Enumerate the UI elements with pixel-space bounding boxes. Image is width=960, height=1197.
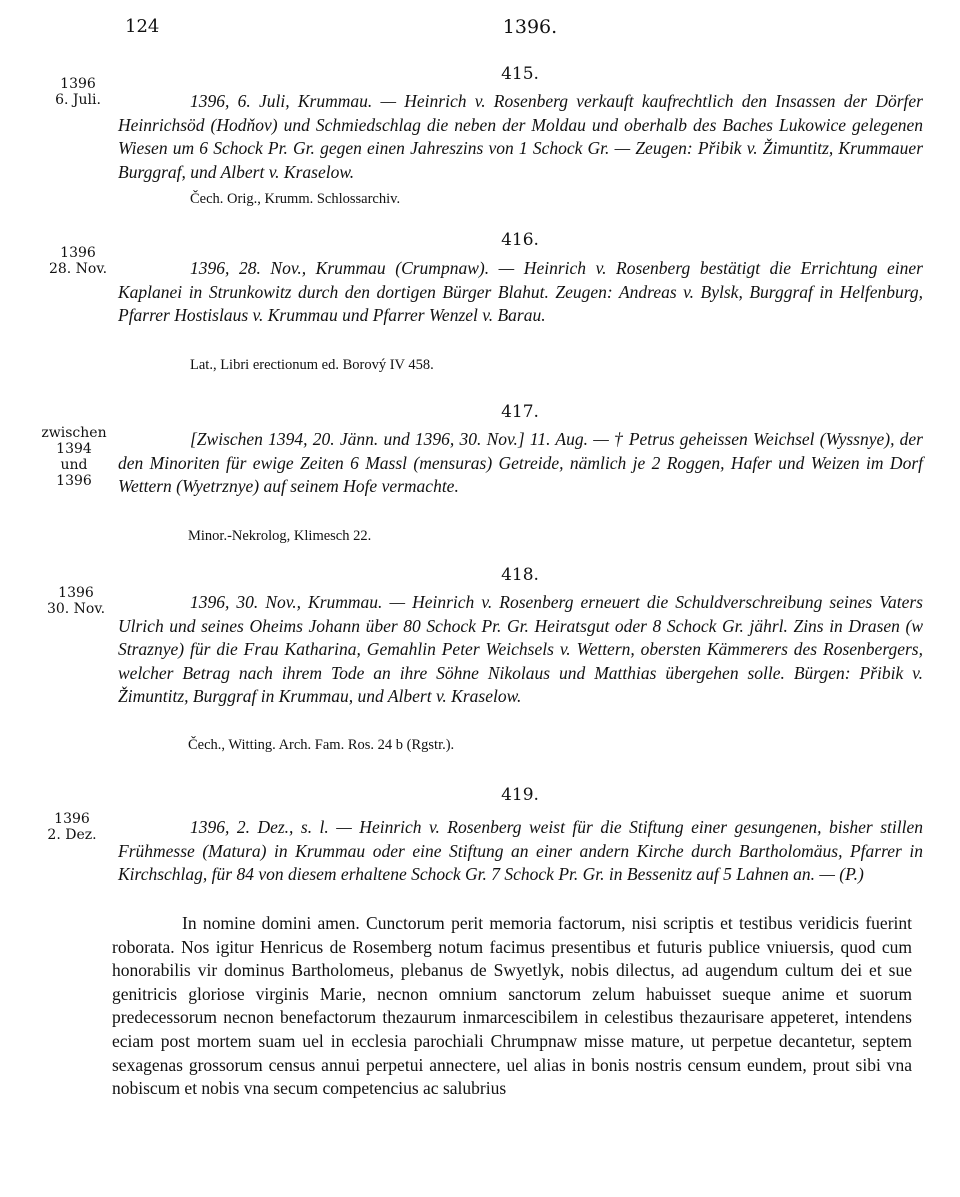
entry-416-margin-date [38,245,118,277]
running-head-year: 1396. [502,16,558,38]
page-number: 124 [125,16,160,37]
margin-day: 6. Juli. [55,92,101,108]
entry-419-number: 419. [501,785,539,805]
entry-415-regest: 1396, 6. Juli, Krummau. — Heinrich v. Rosenberg verkauft kaufrechtlich den Insassen der Dörfer Heinrichsöd (Hodňov) und Schmiedschlag die neben der Moldau und oberhalb des Baches Lukowice gelegenen Wiesen um 6 Schock Pr. Gr. gegen einen Jahreszins von 1 Schock Gr. — Zeugen: Přibik v. Žimuntitz, Krummauer Burggraf, und Albert v. Kraselow. [118,91,923,182]
margin-year: 1396 [60,245,96,261]
margin-day: 30. Nov. [46,601,106,617]
entry-416-number: 416. [501,230,539,250]
entry-416-source: Lat., Libri erectionum ed. Borový IV 458. [190,357,434,373]
entry-415-source: Čech. Orig., Krumm. Schlossarchiv. [190,191,401,207]
margin-day: 2. Dez. [47,827,97,843]
margin-day: 28. Nov. [48,261,108,277]
entry-418-source: Čech., Witting. Arch. Fam. Ros. 24 b (Rgstr.). [188,737,455,753]
entry-418-margin-date [36,585,116,617]
entry-417-margin-date [34,425,114,489]
entry-418-regest: 1396, 30. Nov., Krummau. — Heinrich v. Rosenberg erneuert die Schuldverschreibung seines Vaters Ulrich und seines Oheims Johann über 80 Schock Pr. Gr. Heiratsgut oder 8 Schock Gr. jährl. Zins in Drasen (w Straznye) für die Frau Katharina, Gemahlin Peter Weichsels v. Wettern, obersten Kämmerers des Rosenbergers, welcher Betrag nach ihrem Tode an ihre Söhne Nikolaus und Matthias übergehen solle. Bürgen: Přibik v. Žimuntitz, Burggraf in Krummau, und Albert v. Kraselow. [118,592,923,706]
entry-415-margin-date [38,76,118,108]
margin-line: 1396 [56,473,92,489]
entry-415-number: 415. [501,64,539,84]
entry-419-regest: 1396, 2. Dez., s. l. — Heinrich v. Rosenberg weist für die Stiftung einer gesungenen, bisher stillen Frühmesse (Matura) in Krummau oder eine Stiftung an einer andern Kirche durch Bartholomäus, Pfarrer in Kirchschlag, für 84 von diesem erhaltene Schock Gr. 7 Schock Pr. Gr. in Bessenitz auf 5 Lahnen an. — (P.) [118,817,923,884]
entry-417-regest: [Zwischen 1394, 20. Jänn. und 1396, 30. Nov.] 11. Aug. — † Petrus geheissen Weichsel (Wyssnye), der den Minoriten für ewige Zeiten 6 Massl (mensuras) Getreide, nämlich je 2 Roggen, Hafer und Weizen im Dorf Wettern (Wyetrznye) auf seinem Hofe vermachte. [118,429,923,496]
margin-line: 1394 [56,441,92,457]
entry-416-regest: 1396, 28. Nov., Krummau (Crumpnaw). — Heinrich v. Rosenberg bestätigt die Errichtung einer Kaplanei in Strunkowitz durch den dortigen Bürger Blahut. Zeugen: Andreas v. Bylsk, Burggraf in Helfenburg, Pfarrer Hostislaus v. Krummau und Pfarrer Wenzel v. Barau. [118,258,923,325]
entry-417-number: 417. [501,402,539,422]
entry-419-margin-date [32,811,112,843]
entry-418-number: 418. [501,565,539,585]
entry-417-source: Minor.-Nekrolog, Klimesch 22. [188,528,372,544]
margin-year: 1396 [58,585,94,601]
margin-line: zwischen [41,425,107,441]
margin-line: und [60,457,88,473]
margin-year: 1396 [54,811,90,827]
entry-419-latin-text: In nomine domini amen. Cunctorum perit memoria factorum, nisi scriptis et testibus veridicis fuerint roborata. Nos igitur Henricus de Rosemberg notum facimus presentibus et futuris publice vniuersis, quod cum honorabilis vir dominus Bartholomeus, plebanus de Swyetlyk, nobis dilectus, ad augendum cultum dei et sue genitricis gloriose virginis Marie, necnon omnium sanctorum zelum habuisset sueque anime et suorum predecessorum necnon benefactorum thezaurum inmarcescibilem in celestibus thezaurisare appeteret, intendens eciam post mortem suam uel in ecclesia parochiali Chrumpnaw misse mature, ut perpetue decantetur, septem sexagenas grossorum census annui perpetui annectere, uel alias in bonis nostris censum eundem, prout sibi vna nobiscum et nobis vna secum competencius ac salubrius [112,913,912,1099]
margin-year: 1396 [60,76,96,92]
